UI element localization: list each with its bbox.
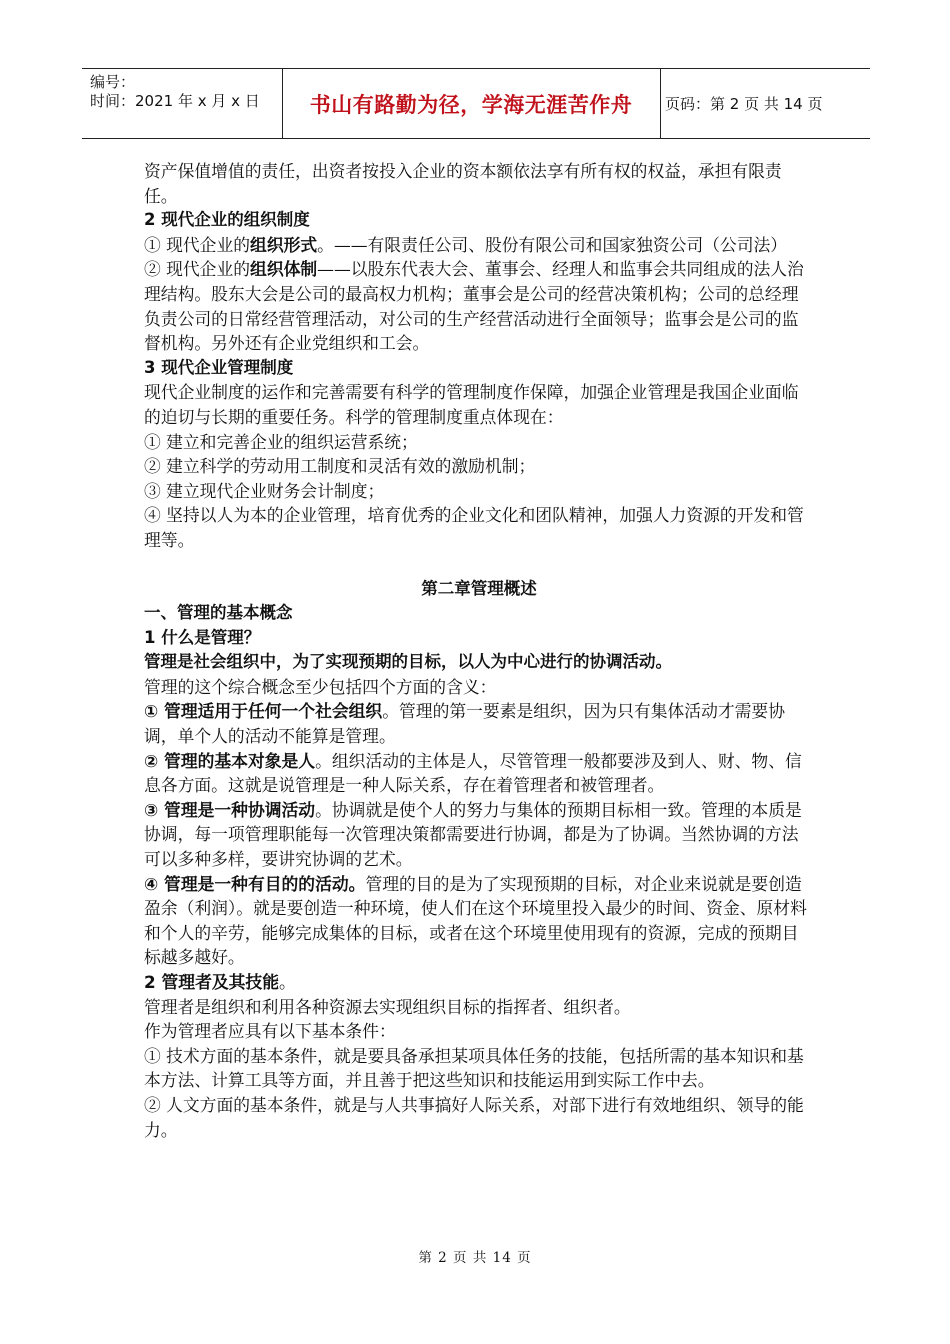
paragraph [144, 872, 814, 970]
page-header [82, 68, 870, 139]
bold-term: 组织形式 [250, 234, 318, 255]
text: ② 现代企业的 [144, 259, 251, 280]
list-item: ① 技术方面的基本条件，就是要具备承担某项具体任务的技能，包括所需的基本知识和基本方法、计算工具等方面，并且善于把这些知识和技能运用到实际工作中去。 [144, 1045, 804, 1091]
page-footer: 第 2 页 共 14 页 [418, 1250, 532, 1266]
paragraph [144, 233, 814, 258]
list-item: ① 建立和完善企业的组织运营系统； [144, 431, 418, 452]
section-heading: 一、管理的基本概念 [144, 603, 293, 623]
text: 管理的目的是为了实现预期的目标，对企业来说就是要创造盈余（利润）。就是要创造一种环境，使人们在这个环境里投入最少的时间、资金、原材料和个人的辛劳，能够完成集体的目标，或者在这个环境里使用现有的资源，完成的预期目标越多越好。 [144, 873, 807, 968]
list-item: ③ 建立现代企业财务会计制度； [144, 480, 385, 501]
paragraph: 管理者是组织和利用各种资源去实现组织目标的指挥者、组织者。 [144, 996, 631, 1017]
list-item: ② 建立科学的劳动用工制度和灵活有效的激励机制； [144, 456, 536, 477]
bold-term: ① 管理适用于任何一个社会组织 [144, 701, 383, 722]
text: 。 [279, 972, 296, 992]
chapter-title: 第二章管理概述 [421, 578, 537, 598]
definition: 管理是社会组织中，为了实现预期的目标，以人为中心进行的协调活动。 [144, 652, 672, 672]
bold-term: 组织体制 [250, 259, 318, 280]
list-item: ④ 坚持以人为本的企业管理，培育优秀的企业文化和团队精神，加强人力资源的开发和管理等。 [144, 505, 804, 550]
section-heading: 2 现代企业的组织制度 [144, 210, 310, 230]
list-item: ② 人文方面的基本条件，就是与人共事搞好人际关系，对部下进行有效地组织、领导的能力。 [144, 1094, 804, 1140]
bold-term: ② 管理的基本对象是人 [144, 750, 316, 771]
date-label: 时间：2021 年 x 月 x 日 [90, 92, 260, 110]
number-label: 编号： [90, 73, 136, 91]
header-page-info: 页码：第 2 页 共 14 页 [665, 95, 823, 113]
paragraph: 管理的这个综合概念至少包括四个方面的含义： [144, 676, 497, 697]
text: ① 现代企业的 [144, 234, 251, 255]
bold-term: ③ 管理是一种协调活动 [144, 799, 316, 820]
paragraph: 作为管理者应具有以下基本条件： [144, 1021, 396, 1042]
paragraph [144, 699, 814, 748]
bold-term: ④ 管理是一种有目的的活动。 [144, 873, 366, 894]
text: ——以股东代表大会、董事会、经理人和监事会共同组成的法人治理结构。股东大会是公司的最高权力机构；董事会是公司的经营决策机构；公司的总经理负责公司的日常经营管理活动，对公司的生产经营活动进行全面领导；监事会是公司的监督机构。另外还有企业党组织和工会。 [144, 259, 804, 354]
paragraph [144, 749, 814, 798]
paragraph: 资产保值增值的责任，出资者按投入企业的资本额依法享有所有权的权益，承担有限责任。 [144, 161, 782, 206]
bold-term: 2 管理者及其技能 [144, 972, 279, 992]
paragraph [144, 798, 814, 872]
document-body [144, 159, 814, 1142]
paragraph [144, 257, 814, 355]
header-motto: 书山有路勤为径，学海无涯苦作舟 [309, 92, 633, 117]
text: 。组织活动的主体是人，尽管管理一般都要涉及到人、财、物、信息各方面。这就是说管理是一种人际关系，存在着管理者和被管理者。 [144, 750, 802, 796]
header-meta [90, 73, 278, 111]
text: 。管理的第一要素是组织，因为只有集体活动才需要协调，单个人的活动不能算是管理。 [144, 701, 785, 747]
paragraph: 现代企业制度的运作和完善需要有科学的管理制度作保障，加强企业管理是我国企业面临的迫切与长期的重要任务。科学的管理制度重点体现在： [144, 382, 799, 427]
text: 。——有限责任公司、股份有限公司和国家独资公司（公司法） [317, 234, 788, 255]
subsection-heading [144, 970, 814, 995]
header-divider [282, 69, 283, 138]
section-heading: 3 现代企业管理制度 [144, 357, 294, 377]
subsection-heading: 1 什么是管理？ [144, 627, 261, 647]
text: 。协调就是使个人的努力与集体的预期目标相一致。管理的本质是协调，每一项管理职能每一次管理决策都需要进行协调，都是为了协调。当然协调的方法可以多种多样，要讲究协调的艺术。 [144, 799, 802, 870]
header-divider [660, 69, 661, 138]
